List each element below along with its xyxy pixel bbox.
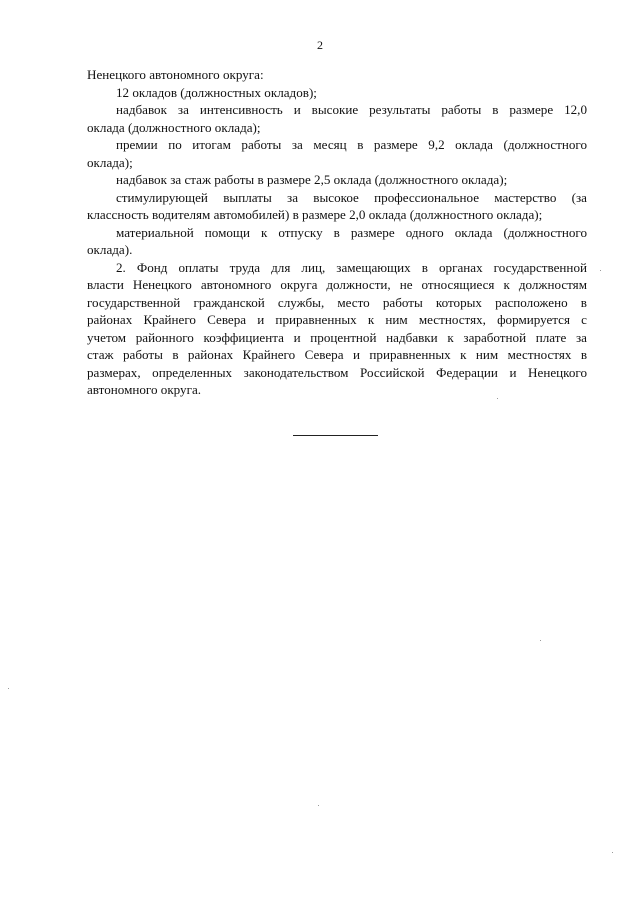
text-line: материальной помощи к отпуску в размере одного оклада (должностного [116, 224, 587, 240]
scan-speck [540, 640, 541, 641]
text-line: классность водителям автомобилей) в размере 2,0 оклада (должностного оклада); [87, 207, 543, 222]
text-line: учетом районного коэффициента и процентной надбавки к заработной плате за [87, 329, 587, 345]
scan-speck [612, 852, 613, 853]
scan-speck [600, 270, 601, 271]
text-line: размерах, определенных законодательством Российской Федерации и Ненецкого [87, 364, 587, 380]
text-line: стаж работы в районах Крайнего Севера и приравненных к ним местностях в [87, 347, 587, 362]
text-line: стимулирующей выплаты за высокое профессиональное мастерство (за [116, 189, 587, 205]
text-line: государственной гражданской службы, место работы которых расположено в [87, 294, 587, 310]
text-line: надбавок за стаж работы в размере 2,5 оклада (должностного оклада); [116, 172, 508, 187]
text-line: 2. Фонд оплаты труда для лиц, замещающих в органах государственной [116, 259, 587, 275]
scan-speck [497, 398, 498, 399]
text-line: власти Ненецкого автономного округа должности, не относящиеся к должностям [87, 277, 587, 292]
document-body [87, 66, 587, 399]
text-line: оклада); [87, 154, 133, 170]
text-line: автономного округа. [87, 382, 202, 397]
end-separator-line [293, 435, 378, 436]
scan-speck [318, 805, 319, 806]
text-line: районах Крайнего Севера и приравненных к ним местностях, формируется с [87, 312, 587, 327]
text-line: надбавок за интенсивность и высокие результаты работы в размере 12,0 [116, 102, 587, 117]
text-line: оклада). [87, 242, 133, 257]
text-line: премии по итогам работы за месяц в размере 9,2 оклада (должностного [116, 137, 587, 152]
page-number: 2 [317, 38, 323, 52]
text-line: Ненецкого автономного округа: [87, 67, 264, 82]
text-line: оклада (должностного оклада); [87, 119, 261, 135]
scan-speck [8, 688, 9, 689]
text-line: 12 окладов (должностных окладов); [116, 84, 317, 100]
